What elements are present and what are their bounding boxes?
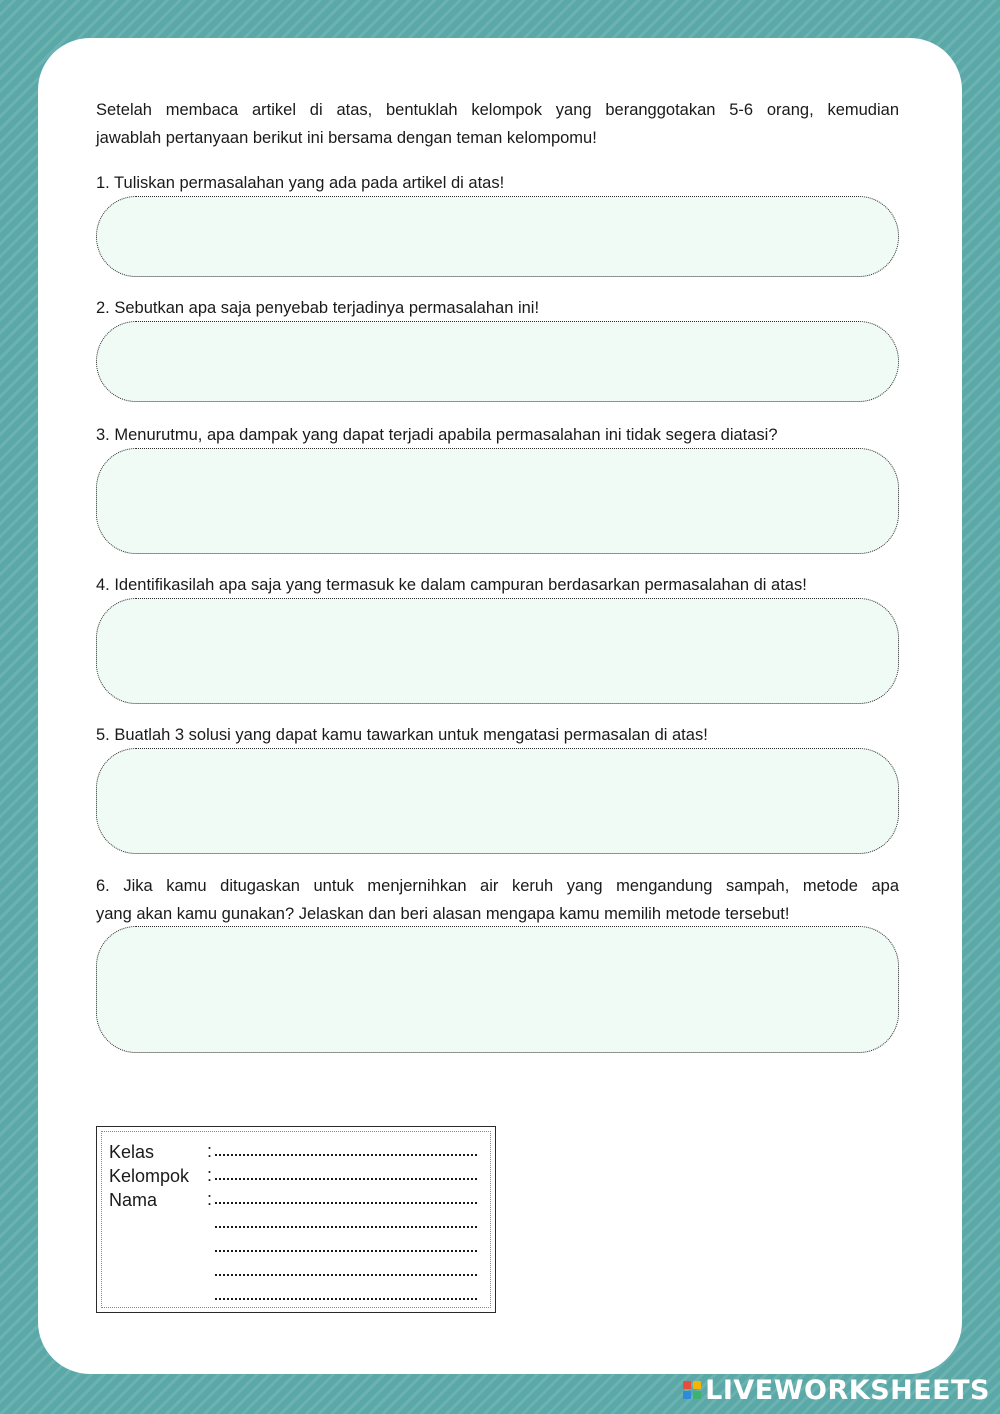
answer-2-field[interactable] (96, 321, 899, 402)
answer-4-field[interactable] (96, 598, 899, 704)
kelompok-label: Kelompok (109, 1166, 190, 1186)
liveworksheets-logo (683, 1376, 990, 1404)
question-1-label: 1. Tuliskan permasalahan yang ada pada artikel di atas! (96, 174, 505, 192)
nama-input-1[interactable] (215, 1202, 477, 1204)
answer-1-field[interactable] (96, 196, 899, 277)
kelas-input[interactable] (215, 1154, 477, 1156)
liveworksheets-wordmark: LIVEWORKSHEETS (705, 1374, 990, 1406)
identity-box (96, 1126, 496, 1313)
answer-3-field[interactable] (96, 448, 899, 554)
answer-6-field[interactable] (96, 926, 899, 1053)
question-3-label: 3. Menurutmu, apa dampak yang dapat terjadi apabila permasalahan ini tidak segera diatasi? (96, 426, 778, 444)
kelompok-colon: : (207, 1165, 213, 1185)
logo-square-blue (683, 1391, 691, 1399)
nama-colon: : (207, 1189, 213, 1209)
nama-input-5[interactable] (215, 1298, 477, 1300)
nama-label: Nama (109, 1190, 158, 1210)
question-5-label: 5. Buatlah 3 solusi yang dapat kamu tawarkan untuk mengatasi permasalan di atas! (96, 726, 708, 744)
question-4-label: 4. Identifikasilah apa saja yang termasuk ke dalam campuran berdasarkan permasalahan di atas! (96, 576, 807, 594)
nama-input-4[interactable] (215, 1274, 477, 1276)
answer-5-field[interactable] (96, 748, 899, 854)
nama-input-3[interactable] (215, 1250, 477, 1252)
logo-square-green (693, 1391, 701, 1399)
nama-input-2[interactable] (215, 1226, 477, 1228)
logo-square-red (683, 1381, 691, 1389)
liveworksheets-logo-icon (683, 1381, 701, 1399)
intro-line-1: Setelah membaca artikel di atas, bentuklah kelompok yang beranggotakan 5-6 orang, kemudian (96, 101, 899, 119)
logo-square-yellow (693, 1381, 701, 1389)
kelas-colon: : (207, 1141, 213, 1161)
kelompok-input[interactable] (215, 1178, 477, 1180)
question-2-label: 2. Sebutkan apa saja penyebab terjadinya permasalahan ini! (96, 299, 540, 317)
intro-line-2: jawablah pertanyaan berikut ini bersama dengan teman kelompomu! (96, 129, 597, 147)
identity-box-inner-border (101, 1131, 491, 1308)
question-6-label-line-2: yang akan kamu gunakan? Jelaskan dan beri alasan mengapa kamu memilih metode tersebut! (96, 905, 790, 923)
kelas-label: Kelas (109, 1142, 155, 1162)
question-6-label-line-1: 6. Jika kamu ditugaskan untuk menjernihkan air keruh yang mengandung sampah, metode apa (96, 877, 899, 895)
